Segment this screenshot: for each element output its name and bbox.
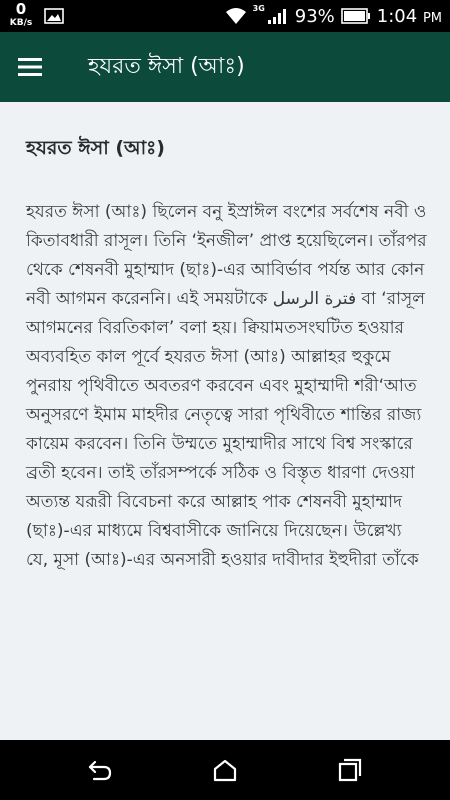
hamburger-menu-icon[interactable] [16, 55, 44, 79]
article-body: হযরত ঈসা (আঃ) ছিলেন বনু ইস্রাঈল বংশের সর্বশেষ নবী ও কিতাবধারী রাসূল। তিনি ‘ইনজীল’ প্রাপ্ত হয়েছিলেন। তাঁরপর থেকে শেষনবী মুহাম্মাদ (ছাঃ)-এর আবির্ভাব পর্যন্ত আর কোন নবী আগমন করেননি। এই সময়টাকে فترة الرسل বা ‘রাসূল আগমনের বিরতিকাল’ বলা হয়। ক্বিয়ামতসংঘটিত হওয়ার অব্যবহিত কাল পূর্বে হযরত ঈসা (আঃ) আল্লাহর হুকুমে পুনরায় পৃথিবীতে অবতরণ করবেন এবং মুহাম্মাদী শরী‘আত অনুসরণে ইমাম মাহদীর নেতৃত্বে সারা পৃথিবীতে শান্তির রাজ্য কায়েম করবেন। তিনি উম্মতে মুহাম্মাদীর সাথে বিশ্ব সংস্কারে ব্রতী হবেন। তাই তাঁরসম্পর্কে সঠিক ও বিস্তৃত ধারণা দেওয়া অত্যন্ত যরূরী বিবেচনা করে আল্লাহ পাক শেষনবী মুহাম্মাদ (ছাঃ)-এর মাধ্যমে বিশ্ববাসীকে জানিয়ে দিয়েছেন। উল্লেখ্য যে, মূসা (আঃ)-এর অনসারী হওয়ার দাবীদার ইহুদীরা তাঁকে [26, 202, 427, 570]
data-rate-value: 0 [15, 0, 27, 18]
battery-percent: 93% [294, 5, 335, 27]
status-right-group [225, 0, 442, 32]
battery-icon [341, 8, 371, 24]
back-icon[interactable] [86, 758, 114, 782]
clock-ampm: PM [422, 10, 442, 26]
app-bar-title: হযরত ঈসা (আঃ) [88, 54, 245, 79]
clock-time: 1:04 [376, 5, 418, 27]
clock [377, 6, 442, 27]
navigation-bar [0, 740, 450, 800]
signal-strength-icon [267, 7, 289, 25]
image-notification-icon [44, 8, 64, 24]
app-bar [0, 32, 450, 102]
article-heading: হযরত ঈসা (আঃ) [26, 137, 165, 159]
data-rate-indicator [6, 2, 36, 28]
recent-apps-icon[interactable] [336, 758, 364, 782]
article-content[interactable] [0, 102, 450, 740]
status-bar [0, 0, 450, 32]
data-rate-unit: KB/s [9, 18, 33, 28]
wifi-icon [225, 7, 247, 25]
home-icon[interactable] [211, 758, 239, 782]
network-type-label: 3G [252, 4, 265, 13]
